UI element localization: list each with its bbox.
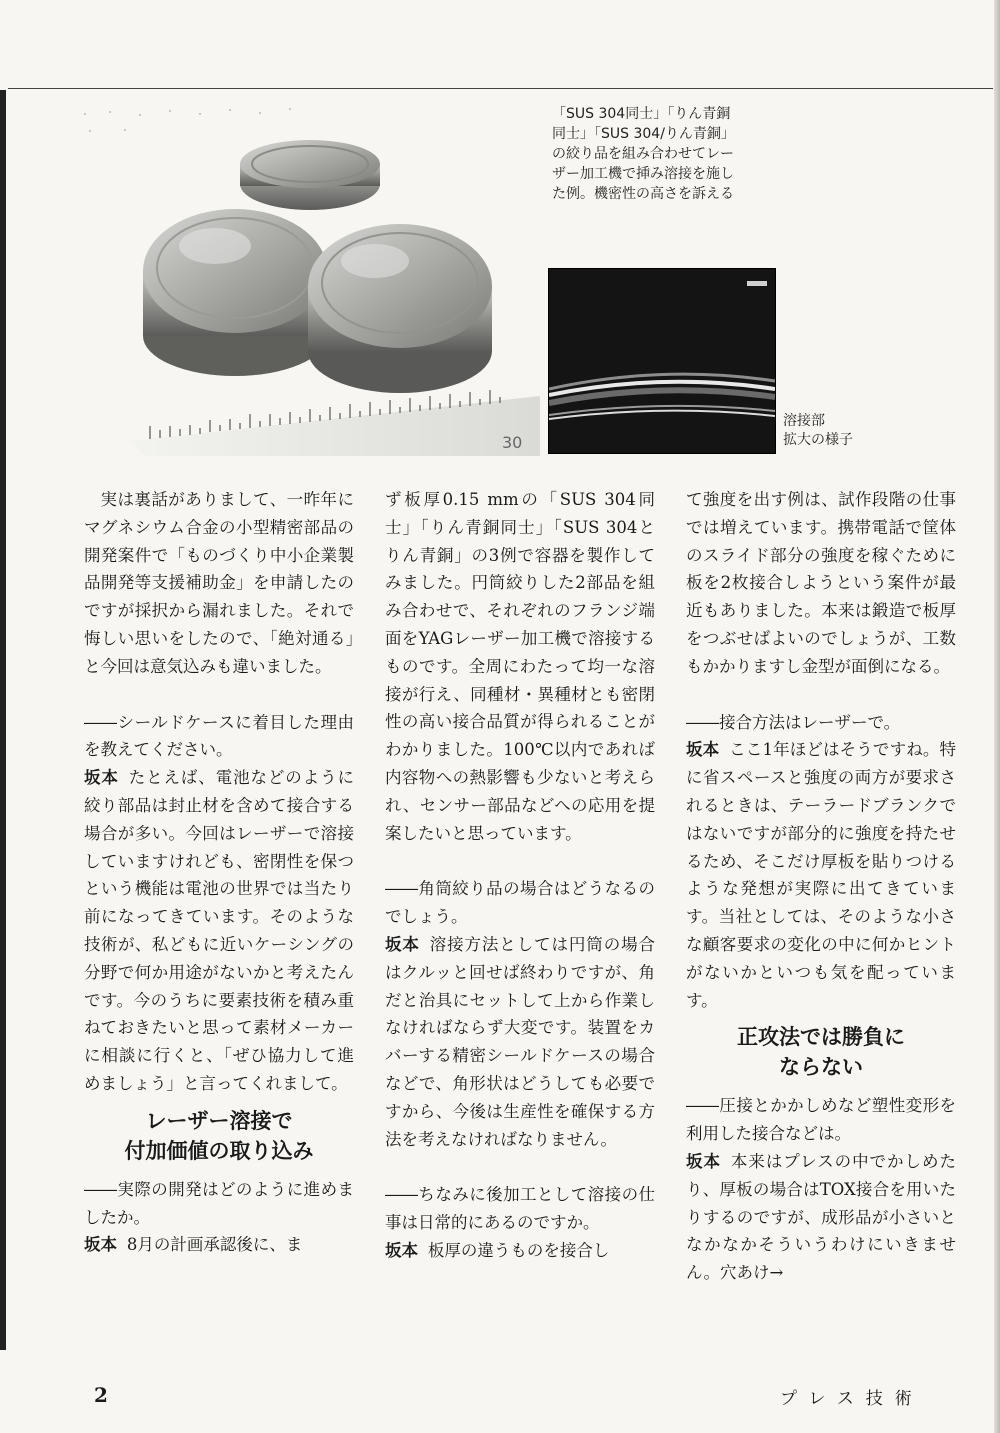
answer-text: 板厚の違うものを接合し: [427, 1240, 610, 1260]
answer-text: ここ1年ほどはそうですね。特に省スペースと強度の両方が要求されるときは、テーラードブランクではないですが部分的に強度を持たせるため、そこだけ厚板を貼りつけるような発想が実際に出てきています。当社としては、そのような小さな顧客要求の変化の中に何かヒントがないかといつも気を配っています。: [686, 740, 956, 1010]
caption-line: の絞り品を組み合わせてレー: [552, 146, 734, 162]
caption-line: 同士」「SUS 304/りん青銅」: [552, 126, 735, 142]
interviewer-question: ――実際の開発はどのように進めましたか。: [84, 1179, 354, 1227]
zoom-photo-caption: [783, 412, 903, 450]
paragraph: て強度を出す例は、試作段階の仕事では増えています。携帯電話で筐体のスライド部分の強度を稼ぐために板を2枚接合しようという案件が最近もありました。本来は鍛造で板厚をつぶせばよいのでしょうが、工数もかかりますし金型が面倒になる。: [686, 490, 956, 676]
answer-paragraph: [84, 764, 354, 1098]
answer-text: 本来はプレスの中でかしめたり、厚板の場合はTOX接合を用いたりするのですが、成形品が小さいとなかなかそういうわけにいきません。穴あけ→: [686, 1151, 956, 1283]
heading-line: ならない: [779, 1055, 863, 1080]
spacer: [385, 847, 655, 875]
magazine-title: プレス技術: [780, 1389, 924, 1409]
weld-zoom-photo: [548, 268, 776, 454]
spacer: [84, 681, 354, 709]
section-heading: [686, 1022, 956, 1082]
caption-line: た例。機密性の高さを訴える: [552, 186, 734, 202]
answer-paragraph: [385, 931, 655, 1153]
speaker-label: 坂本: [385, 1240, 418, 1260]
answer-paragraph: [84, 1231, 354, 1259]
caption-line: ザー加工機で挿み溶接を施し: [552, 166, 734, 182]
caption-line: 拡大の様子: [783, 432, 853, 448]
caption-line: 溶接部: [783, 413, 825, 429]
heading-line: 付加価値の取り込み: [124, 1138, 314, 1163]
product-photo: [70, 96, 550, 456]
answer-text: たとえば、電池などのように絞り部品は封止材を含めて接合する場合が多い。今回はレーザーで溶接していますけれども、密閉性を保つという機能は電池の世界では当たり前になってきています。そのような技術が、私どもに近いケーシングの分野で何か用途がないかと考えたんです。今のうちに要素技術を積み重ねておきたいと思って素材メーカーに相談に行くと、「ぜひ協力して進めましょう」と言ってくれまして。: [84, 768, 355, 1093]
answer-text: 溶接方法としては円筒の場合はクルッと回せば終わりですが、角だと治具にセットして上から作業しなければならず大変です。装置をカバーする精密シールドケースの場合などで、角形状はどうしても必要ですから、今後は生産性を確保する方法を考えなければなりません。: [385, 934, 656, 1149]
weld-seam-graphic: [549, 269, 775, 453]
text-column-3: [686, 486, 956, 1287]
text-column-1: [84, 486, 354, 1259]
answer-paragraph: [686, 736, 956, 1014]
interviewer-question: ――シールドケースに着目した理由を教えてください。: [84, 712, 354, 760]
caption-line: 「SUS 304同士」「りん青銅: [552, 106, 731, 122]
speaker-label: 坂本: [84, 1235, 117, 1255]
spacer: [686, 681, 956, 709]
product-photo-caption: [552, 104, 767, 204]
text-column-2: [385, 486, 655, 1265]
heading-line: 正攻法では勝負に: [737, 1025, 905, 1050]
speaker-label: 坂本: [686, 740, 720, 760]
spacer: [385, 1153, 655, 1181]
answer-text: 8月の計画承認後に、ま: [126, 1235, 303, 1255]
paragraph: 実は裏話がありまして、一昨年にマグネシウム合金の小型精密部品の開発案件で「ものづくり中小企業製品開発等支援補助金」を申請したのですが採択から漏れました。それで悔しい思いをしたので、「絶対通る」と今回は意気込みも違いました。: [84, 490, 354, 676]
speaker-label: 坂本: [84, 768, 119, 788]
page-number: 2: [94, 1383, 108, 1407]
answer-paragraph: [385, 1237, 655, 1265]
ruler-label: 30: [502, 433, 523, 452]
interviewer-question: ――ちなみに後加工として溶接の仕事は日常的にあるのですか。: [385, 1185, 655, 1233]
section-heading: [84, 1106, 354, 1166]
binding-rule: [0, 90, 6, 1350]
interviewer-question: ――圧接とかかしめなど塑性変形を利用した接合などは。: [686, 1096, 956, 1144]
speaker-label: 坂本: [686, 1151, 721, 1171]
interviewer-question: ――接合方法はレーザーで。: [686, 712, 901, 732]
heading-line: レーザー溶接で: [145, 1108, 293, 1133]
interviewer-question: ――角筒絞り品の場合はどうなるのでしょう。: [385, 879, 655, 927]
top-rule: [8, 88, 993, 89]
page-edge: [994, 0, 1000, 1433]
speaker-label: 坂本: [385, 934, 420, 954]
answer-paragraph: [686, 1148, 956, 1287]
paragraph: ず板厚0.15 mmの「SUS 304同士」「りん青銅同士」「SUS 304とりん青銅」の3例で容器を製作してみました。円筒絞りした2部品を組み合わせで、それぞれのフランジ端面をYAGレーザー加工機で溶接するものです。全周にわたって均一な溶接が行え、同種材・異種材とも密閉性の高い接合品質が得られることがわかりました。100℃以内であれば内容物への熱影響も少ないと考えられ、センサー部品などへの応用を提案したいと思っています。: [385, 490, 655, 843]
